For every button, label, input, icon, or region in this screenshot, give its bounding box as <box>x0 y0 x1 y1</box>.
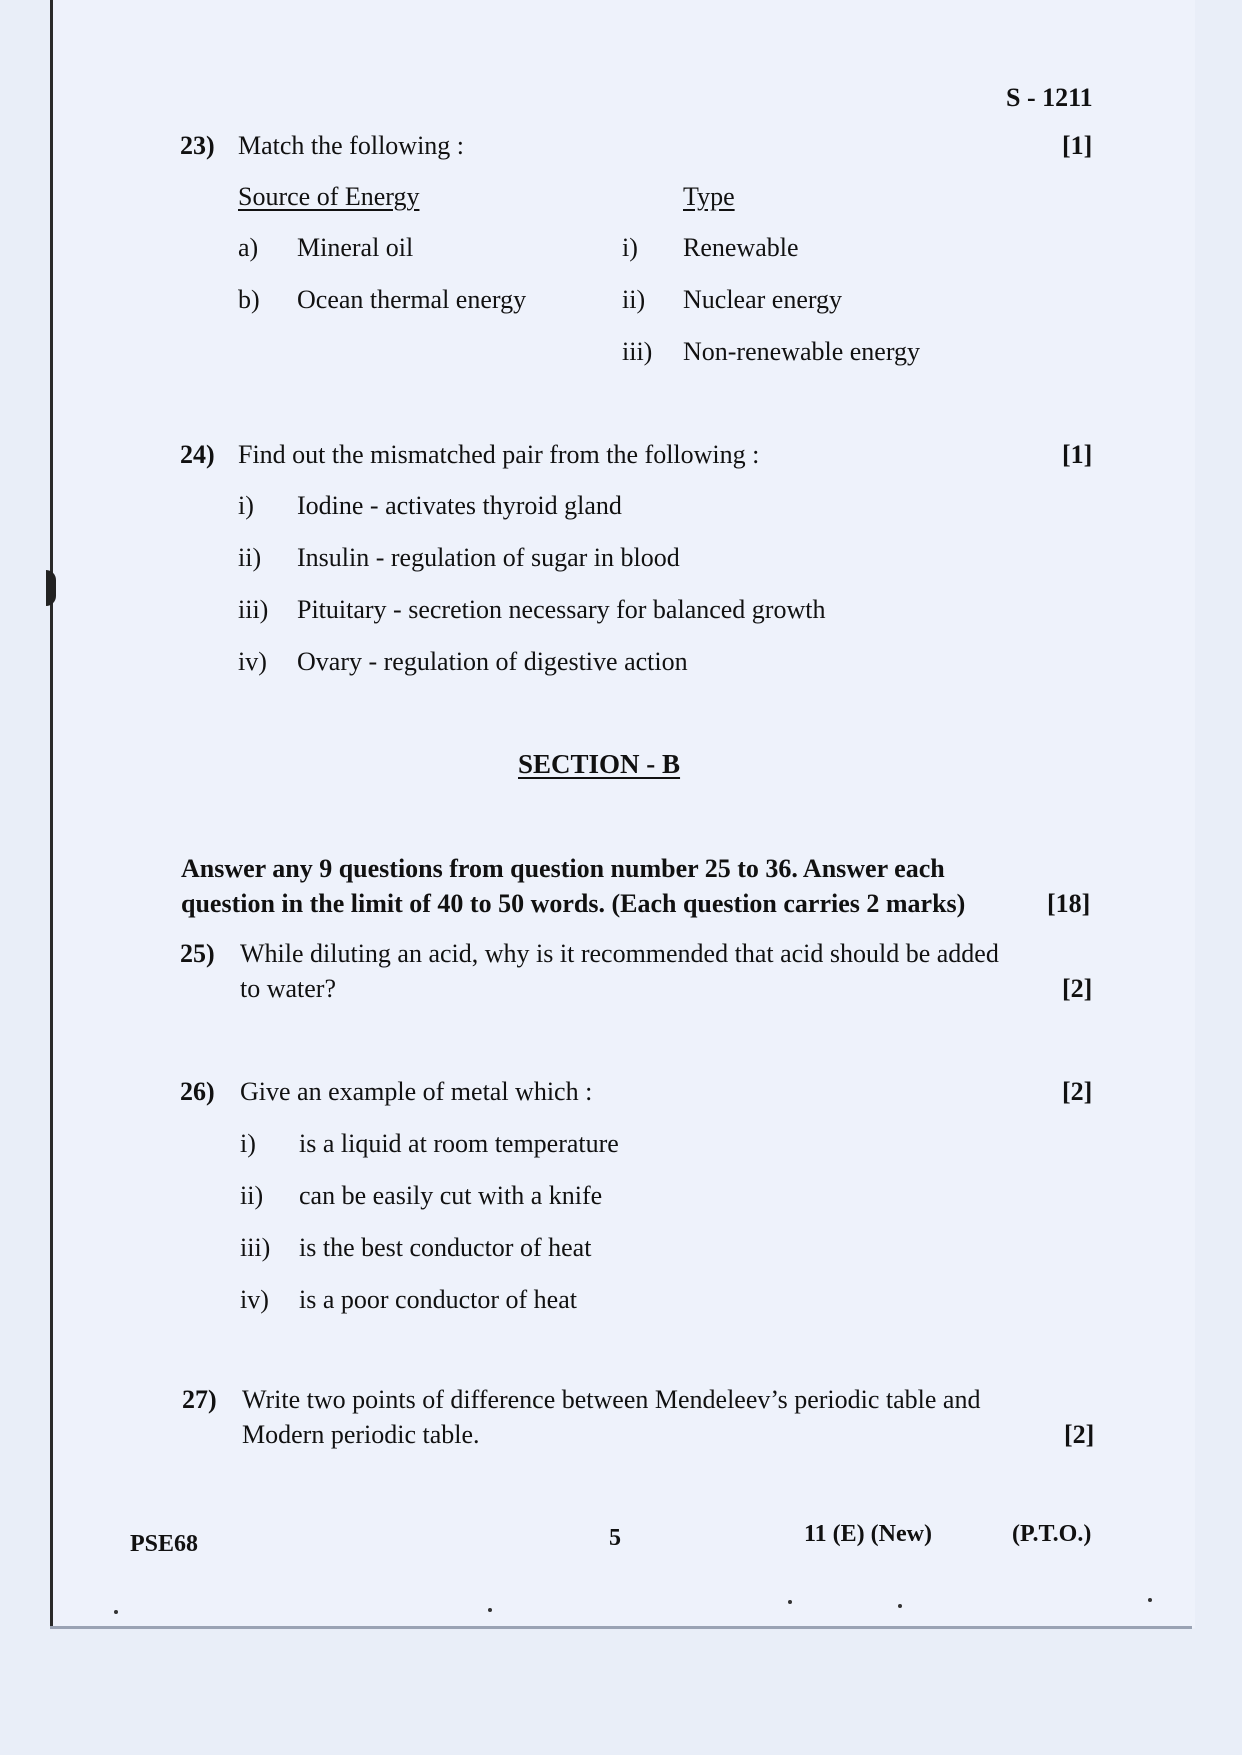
instruction-marks: [18] <box>1047 889 1091 918</box>
question-number: 25) <box>180 939 215 968</box>
column-heading-source: Source of Energy <box>238 182 420 211</box>
option-text: can be easily cut with a knife <box>299 1181 603 1210</box>
question-text-line-1: Write two points of difference between Mendeleev’s periodic table and <box>242 1385 981 1414</box>
match-right-text: Nuclear energy <box>683 285 843 314</box>
option-text: is a poor conductor of heat <box>299 1285 577 1314</box>
match-left-label: a) <box>238 233 259 262</box>
question-text: Match the following : <box>238 131 465 160</box>
paper-bottom-edge <box>50 1626 1192 1629</box>
question-text: Give an example of metal which : <box>240 1077 593 1106</box>
question-number: 24) <box>180 440 215 469</box>
scan-speck <box>1148 1598 1152 1602</box>
instruction-line-1: Answer any 9 questions from question number 25 to 36. Answer each <box>181 854 945 883</box>
section-title: SECTION - B <box>518 749 681 779</box>
question-text-line-1: While diluting an acid, why is it recommended that acid should be added <box>240 939 999 968</box>
question-marks: [2] <box>1062 974 1093 1003</box>
page-number: 5 <box>609 1525 621 1551</box>
question-text: Find out the mismatched pair from the following : <box>238 440 760 469</box>
match-right-label: ii) <box>622 285 646 314</box>
question-number: 23) <box>180 131 215 160</box>
match-right-text: Renewable <box>683 233 799 262</box>
option-label: iv) <box>238 647 267 676</box>
option-text: is the best conductor of heat <box>299 1233 592 1262</box>
instruction-line-2: question in the limit of 40 to 50 words. (Each question carries 2 marks) <box>181 889 966 918</box>
column-heading-type: Type <box>683 182 735 211</box>
scan-speck <box>488 1608 492 1612</box>
match-right-label: i) <box>622 233 638 262</box>
option-label: iv) <box>240 1285 269 1314</box>
option-label: iii) <box>238 595 269 624</box>
scan-speck <box>788 1600 792 1604</box>
binding-mark <box>46 570 56 606</box>
option-text: Ovary - regulation of digestive action <box>297 647 688 676</box>
scan-speck <box>114 1610 118 1614</box>
option-text: is a liquid at room temperature <box>299 1129 619 1158</box>
option-label: i) <box>240 1129 256 1158</box>
footer-paper-id: 11 (E) (New) <box>804 1521 932 1547</box>
option-text: Pituitary - secretion necessary for balanced growth <box>297 595 826 624</box>
paper-code-header: S - 1211 <box>1006 83 1093 112</box>
footer-code: PSE68 <box>130 1531 199 1557</box>
option-label: iii) <box>240 1233 271 1262</box>
match-right-label: iii) <box>622 337 653 366</box>
question-number: 27) <box>182 1385 217 1414</box>
option-text: Iodine - activates thyroid gland <box>297 491 622 520</box>
question-number: 26) <box>180 1077 215 1106</box>
option-label: i) <box>238 491 254 520</box>
question-text-line-2: to water? <box>240 974 337 1003</box>
question-marks: [1] <box>1062 440 1093 469</box>
option-label: ii) <box>240 1181 264 1210</box>
footer-pto: (P.T.O.) <box>1012 1521 1092 1547</box>
question-text-line-2: Modern periodic table. <box>242 1420 480 1449</box>
match-left-label: b) <box>238 285 260 314</box>
scan-speck <box>898 1604 902 1608</box>
question-marks: [2] <box>1062 1077 1093 1106</box>
match-right-text: Non-renewable energy <box>683 337 921 366</box>
question-marks: [2] <box>1064 1420 1095 1449</box>
question-marks: [1] <box>1062 131 1093 160</box>
match-left-text: Ocean thermal energy <box>297 285 527 314</box>
option-text: Insulin - regulation of sugar in blood <box>297 543 680 572</box>
option-label: ii) <box>238 543 262 572</box>
match-left-text: Mineral oil <box>297 233 414 262</box>
